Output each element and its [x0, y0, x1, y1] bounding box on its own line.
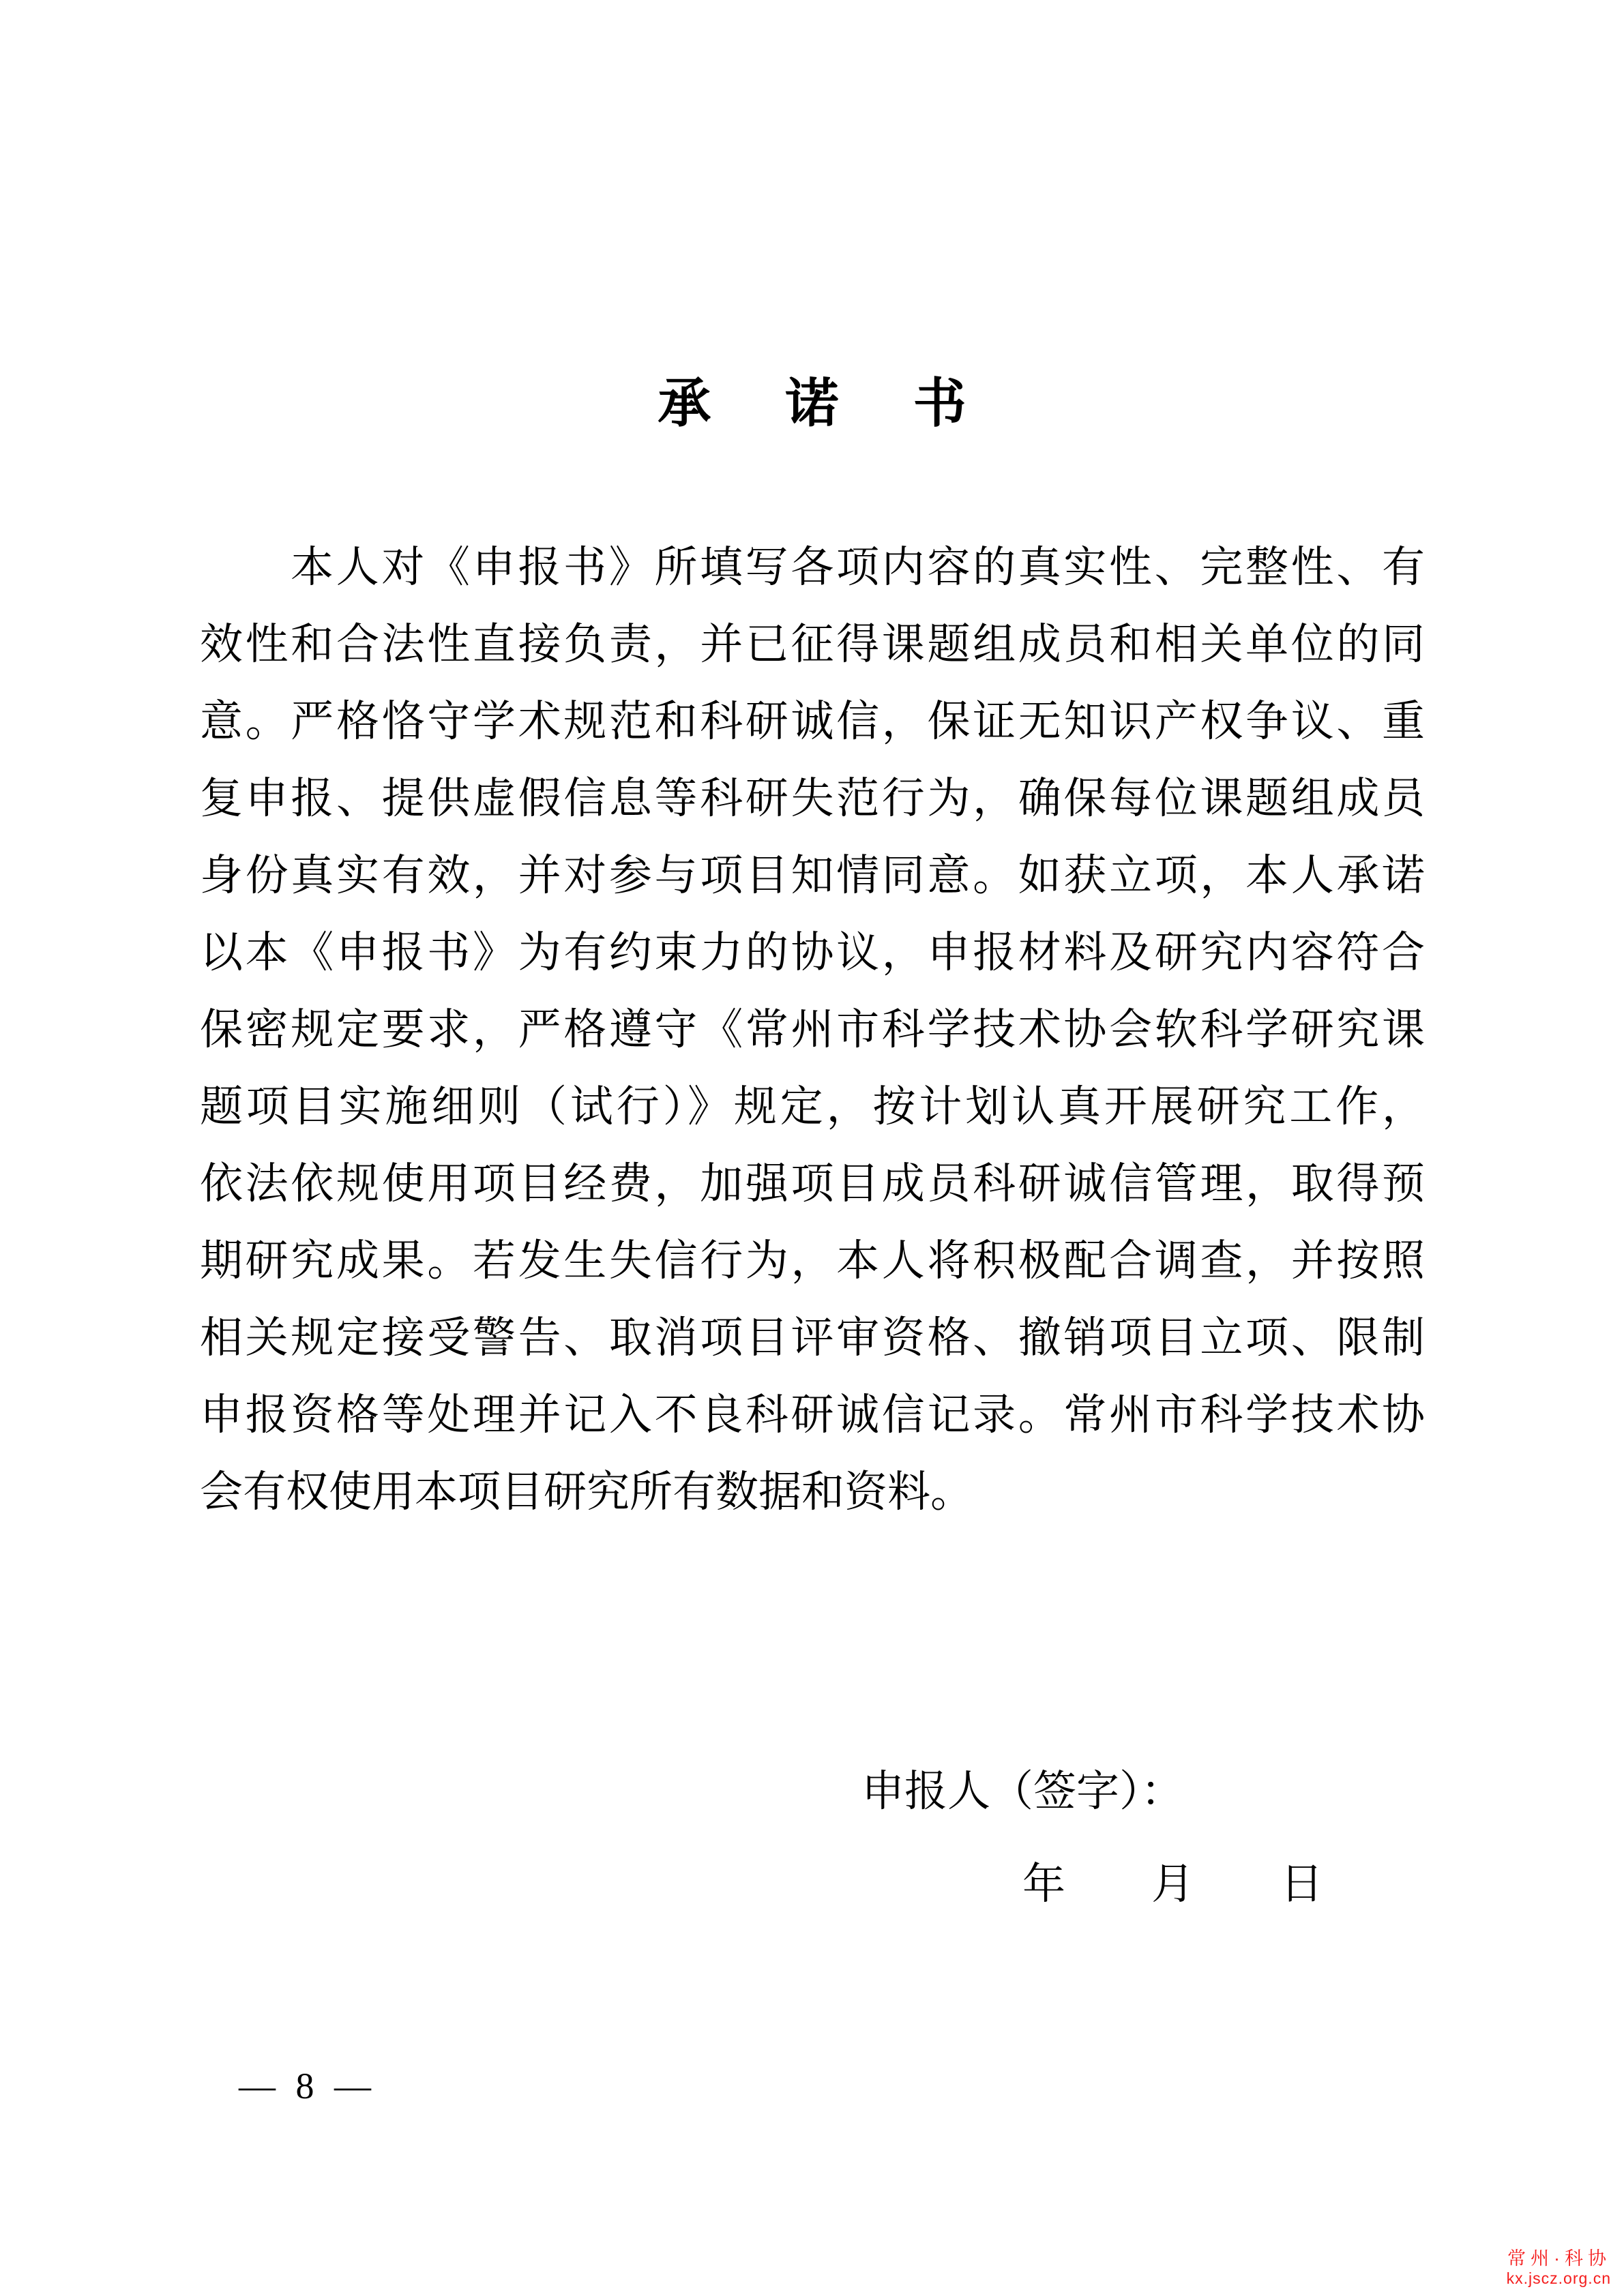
- body-line: 效性和合法性直接负责，并已征得课题组成员和相关单位的同: [200, 621, 1425, 668]
- watermark-site-name: 常州·科协: [1507, 2248, 1611, 2269]
- date-line: 年 月 日: [1022, 1860, 1323, 1908]
- signature-label: 申报人（签字）：: [861, 1768, 1184, 1815]
- body-line: 本人对《申报书》所填写各项内容的真实性、完整性、有: [291, 543, 1425, 591]
- page-title: 承 诺 书: [658, 374, 977, 433]
- body-line: 相关规定接受警告、取消项目评审资格、撤销项目立项、限制: [200, 1314, 1425, 1362]
- body-line: 身份真实有效，并对参与项目知情同意。如获立项，本人承诺: [200, 852, 1425, 899]
- body-line: 申报资格等处理并记入不良科研诚信记录。常州市科学技术协: [200, 1391, 1425, 1439]
- body-line: 题项目实施细则（试行）》规定，按计划认真开展研究工作，: [200, 1083, 1425, 1131]
- body-line: 依法依规使用项目经费，加强项目成员科研诚信管理，取得预: [200, 1160, 1425, 1208]
- site-watermark: [1507, 2248, 1611, 2288]
- body-line: 意。严格恪守学术规范和科研诚信，保证无知识产权争议、重: [200, 698, 1425, 745]
- body-line: 以本《申报书》为有约束力的协议，申报材料及研究内容符合: [200, 929, 1425, 976]
- commitment-body: [200, 529, 1425, 1531]
- body-line: 保密规定要求，严格遵守《常州市科学技术协会软科学研究课: [200, 1006, 1425, 1054]
- body-line: 复申报、提供虚假信息等科研失范行为，确保每位课题组成员: [200, 775, 1425, 822]
- body-line: 会有权使用本项目研究所有数据和资料。: [200, 1468, 973, 1516]
- body-line: 期研究成果。若发生失信行为，本人将积极配合调查，并按照: [200, 1237, 1425, 1285]
- watermark-site-url: kx.jscz.org.cn: [1506, 2269, 1611, 2287]
- page-number: — 8 —: [239, 2066, 377, 2106]
